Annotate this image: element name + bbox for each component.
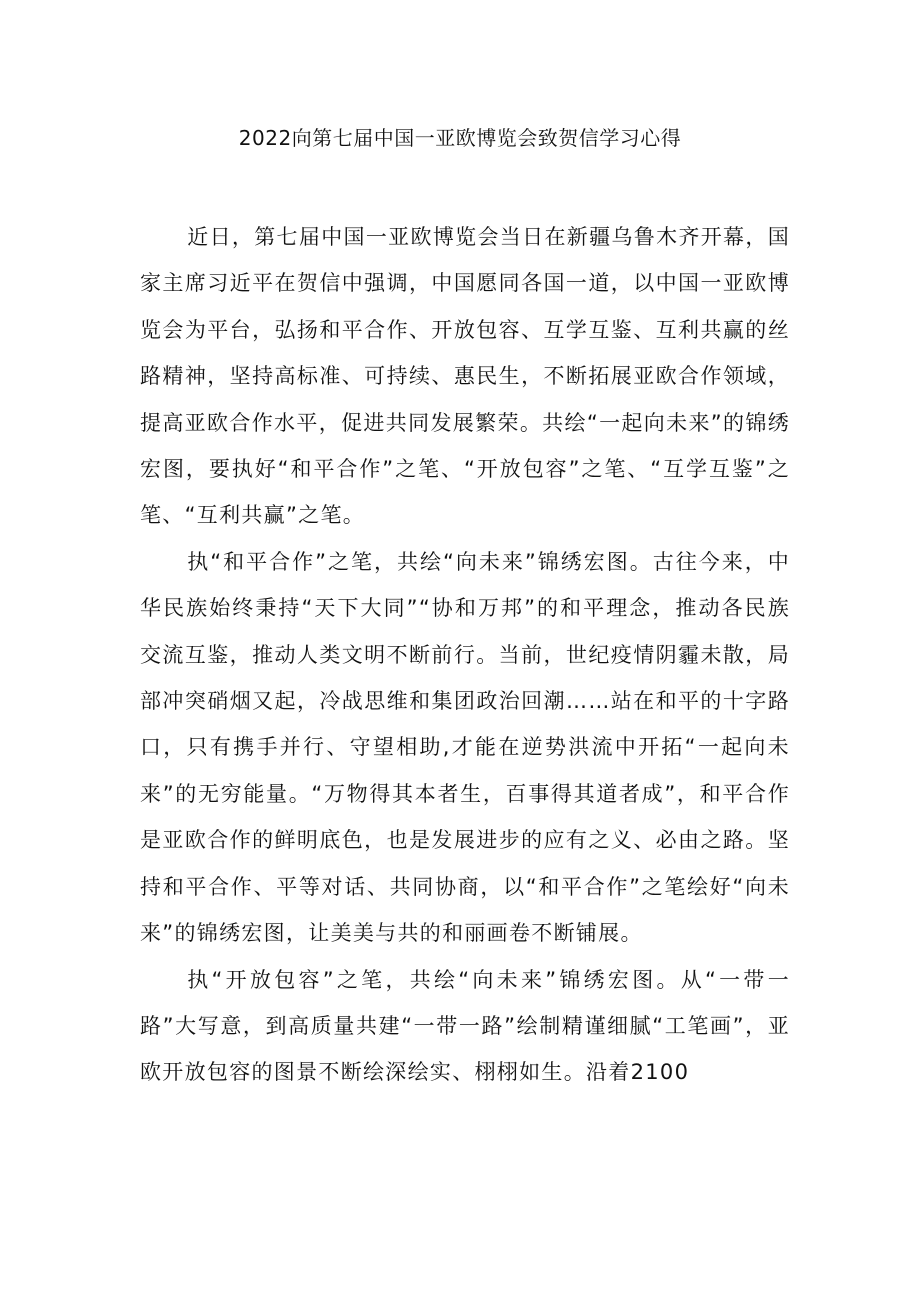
paragraph-1: 近日，第七届中国一亚欧博览会当日在新疆乌鲁木齐开幕，国家主席习近平在贺信中强调，中国愿同各国一道，以中国一亚欧博览会为平台，弘扬和平合作、开放包容、互学互鉴、互利共赢的丝路精神，坚持高标准、可持续、惠民生，不断拓展亚欧合作领域，提高亚欧合作水平，促进共同发展繁荣。共绘“一起向未来”的锦绣宏图，要执好“和平合作”之笔、“开放包容”之笔、“互学互鉴”之笔、“互利共赢”之笔。 [140, 225, 790, 528]
paragraph-2: 执“和平合作”之笔，共绘“向未来”锦绣宏图。古往今来，中华民族始终秉持“天下大同”“协和万邦”的和平理念，推动各民族交流互鉴，推动人类文明不断前行。当前，世纪疫情阴霾未散，局部冲突硝烟又起，冷战思维和集团政治回潮……站在和平的十字路口，只有携手并行、守望相助,才能在逆势洪流中开拓“一起向未来”的无穷能量。“万物得其本者生，百事得其道者成”，和平合作是亚欧合作的鲜明底色，也是发展进步的应有之义、必由之路。坚持和平合作、平等对话、共同协商，以“和平合作”之笔绘好“向未来”的锦绣宏图，让美美与共的和丽画卷不断铺展。 [140, 549, 790, 946]
paragraph-3: 执“开放包容”之笔，共绘“向未来”锦绣宏图。从“一带一路”大写意，到高质量共建“一带一路”绘制精谨细腻“工笔画”，亚欧开放包容的图景不断绘深绘实、栩栩如生。沿着2100 [140, 967, 790, 1085]
document-title: 2022向第七届中国一亚欧博览会致贺信学习心得 [238, 126, 682, 150]
document-body [140, 214, 790, 1096]
